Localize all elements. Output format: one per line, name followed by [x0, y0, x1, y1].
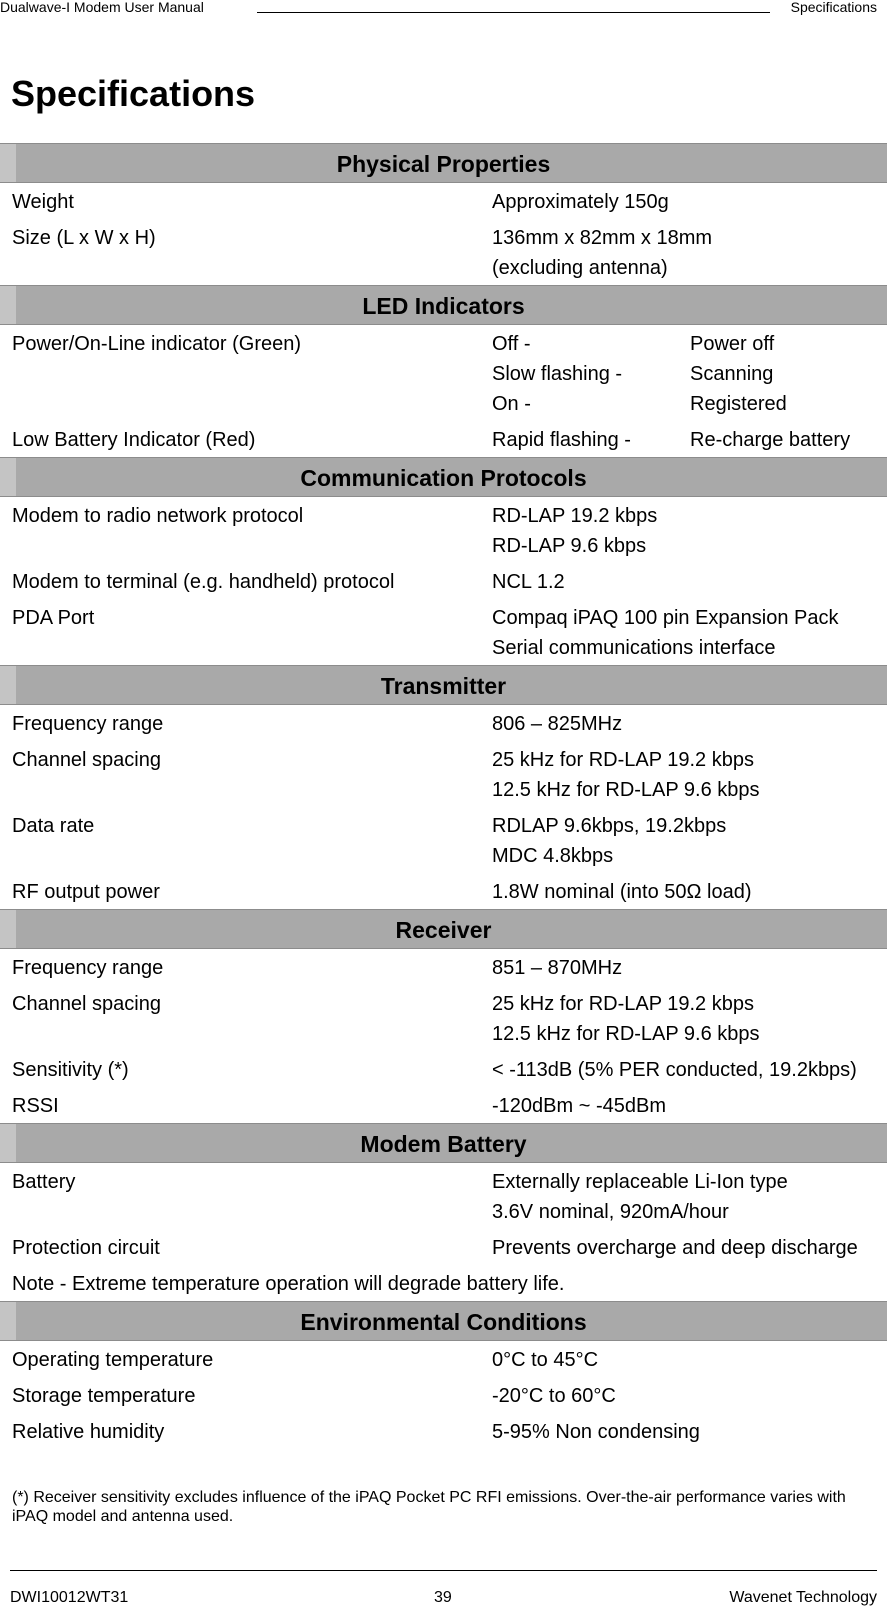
section-title: Physical Properties: [336, 151, 551, 177]
spec-row: [0, 1341, 887, 1377]
section-title: Modem Battery: [360, 1131, 527, 1157]
spec-row: [0, 563, 887, 599]
spec-values: [492, 989, 887, 1049]
section-note: Note - Extreme temperature operation will degrade battery life.: [12, 1273, 565, 1295]
spec-value: 806 – 825MHz: [492, 713, 623, 735]
indicator-states: [492, 425, 690, 455]
spec-row: [0, 1413, 887, 1449]
spec-row: [0, 949, 887, 985]
page-footer: [10, 1570, 877, 1605]
spec-label: Data rate: [12, 815, 95, 837]
spec-row: [0, 1163, 887, 1229]
page-title: Specifications: [11, 73, 256, 114]
indicator-meanings: [690, 425, 850, 455]
spec-row: [0, 1051, 887, 1087]
indicator-meaning: Registered: [690, 393, 787, 415]
indicator-meanings: [690, 329, 787, 419]
spec-row: [0, 1229, 887, 1265]
section-header: [0, 285, 887, 325]
spec-label: Battery: [12, 1171, 76, 1193]
indicator-state: Slow flashing -: [492, 363, 623, 385]
spec-values: [492, 329, 887, 419]
spec-values: [492, 1417, 887, 1447]
spec-row: [0, 497, 887, 563]
spec-row: [0, 741, 887, 807]
spec-row: [0, 325, 887, 421]
header-doc-title: Dualwave-I Modem User Manual: [0, 0, 204, 15]
spec-label: PDA Port: [12, 607, 95, 629]
spec-value: MDC 4.8kbps: [492, 845, 614, 867]
spec-value: 3.6V nominal, 920mA/hour: [492, 1201, 729, 1223]
spec-row: [0, 219, 887, 285]
spec-values: [492, 811, 887, 871]
spec-values: [492, 1167, 887, 1227]
spec-value: Compaq iPAQ 100 pin Expansion Pack: [492, 607, 839, 629]
indicator-state: On -: [492, 393, 531, 415]
spec-row: [0, 421, 887, 457]
spec-value: 12.5 kHz for RD-LAP 9.6 kbps: [492, 1023, 760, 1045]
spec-values: [492, 1381, 887, 1411]
section-header: [0, 665, 887, 705]
spec-label: Modem to terminal (e.g. handheld) protocol: [12, 571, 395, 593]
spec-label: Weight: [12, 191, 74, 213]
footer-doc-id: DWI10012WT31: [10, 1589, 129, 1606]
spec-row: [0, 1087, 887, 1123]
spec-values: [492, 953, 887, 983]
spec-label: Channel spacing: [12, 749, 161, 771]
spec-values: [492, 223, 887, 283]
spec-value: NCL 1.2: [492, 571, 565, 593]
spec-value: -20°C to 60°C: [492, 1385, 616, 1407]
footer-company: Wavenet Technology: [729, 1589, 877, 1606]
spec-value: RDLAP 9.6kbps, 19.2kbps: [492, 815, 727, 837]
spec-label: Sensitivity (*): [12, 1059, 129, 1081]
spec-row: [0, 599, 887, 665]
spec-value: 0°C to 45°C: [492, 1349, 599, 1371]
page-header: [0, 0, 887, 16]
indicator-states: [492, 329, 690, 419]
section-title: LED Indicators: [362, 293, 525, 319]
section-title: Receiver: [395, 917, 492, 943]
spec-label: Power/On-Line indicator (Green): [12, 333, 302, 355]
spec-row: [0, 873, 887, 909]
spec-value: 25 kHz for RD-LAP 19.2 kbps: [492, 749, 754, 771]
spec-row: [0, 807, 887, 873]
spec-value: Externally replaceable Li-Ion type: [492, 1171, 788, 1193]
spec-row: [0, 1377, 887, 1413]
spec-values: [492, 567, 887, 597]
indicator-state: Off -: [492, 333, 531, 355]
spec-values: [492, 603, 887, 663]
indicator-meaning: Scanning: [690, 363, 774, 385]
spec-label: Operating temperature: [12, 1349, 214, 1371]
spec-row: [0, 985, 887, 1051]
spec-label: Modem to radio network protocol: [12, 505, 304, 527]
spec-label: Storage temperature: [12, 1385, 196, 1407]
spec-label: RSSI: [12, 1095, 59, 1117]
section-title: Communication Protocols: [300, 465, 587, 491]
spec-values: [492, 745, 887, 805]
spec-label: Frequency range: [12, 957, 164, 979]
spec-value: RD-LAP 9.6 kbps: [492, 535, 647, 557]
spec-value: RD-LAP 19.2 kbps: [492, 505, 658, 527]
spec-value: 5-95% Non condensing: [492, 1421, 700, 1443]
spec-values: [492, 877, 887, 907]
spec-label: Protection circuit: [12, 1237, 160, 1259]
section-header: [0, 143, 887, 183]
spec-label: RF output power: [12, 881, 160, 903]
spec-value: (excluding antenna): [492, 257, 668, 279]
spec-values: [492, 1055, 887, 1085]
indicator-state: Rapid flashing -: [492, 429, 631, 451]
spec-values: [492, 709, 887, 739]
footnote: (*) Receiver sensitivity excludes influence of the iPAQ Pocket PC RFI emissions. Over-the-air performance varies with iPAQ model and antenna used.: [12, 1489, 846, 1525]
spec-values: [492, 501, 887, 561]
spec-value: -120dBm ~ -45dBm: [492, 1095, 666, 1117]
section-header: [0, 909, 887, 949]
section-header: [0, 1301, 887, 1341]
section-header: [0, 1123, 887, 1163]
spec-value: 851 – 870MHz: [492, 957, 623, 979]
spec-value: 1.8W nominal (into 50Ω load): [492, 881, 752, 903]
spec-value: Prevents overcharge and deep discharge: [492, 1237, 858, 1259]
spec-value: Approximately 150g: [492, 191, 669, 213]
spec-label: Relative humidity: [12, 1421, 165, 1443]
footer-page-number: 39: [434, 1589, 452, 1606]
specifications-table: [0, 143, 887, 1449]
spec-row: [0, 183, 887, 219]
header-rule: [257, 12, 770, 13]
indicator-meaning: Power off: [690, 333, 775, 355]
spec-value: 25 kHz for RD-LAP 19.2 kbps: [492, 993, 754, 1015]
spec-value: 136mm x 82mm x 18mm: [492, 227, 713, 249]
spec-label: Low Battery Indicator (Red): [12, 429, 256, 451]
spec-values: [492, 187, 887, 217]
spec-row: [0, 705, 887, 741]
spec-value: Serial communications interface: [492, 637, 776, 659]
spec-label: Frequency range: [12, 713, 164, 735]
spec-label: Size (L x W x H): [12, 227, 156, 249]
section-title: Transmitter: [380, 673, 507, 699]
spec-values: [492, 1345, 887, 1375]
indicator-meaning: Re-charge battery: [690, 429, 851, 451]
spec-values: [492, 1091, 887, 1121]
spec-value: < -113dB (5% PER conducted, 19.2kbps): [492, 1059, 857, 1081]
spec-values: [492, 425, 887, 455]
section-header: [0, 457, 887, 497]
spec-values: [492, 1233, 887, 1263]
spec-value: 12.5 kHz for RD-LAP 9.6 kbps: [492, 779, 760, 801]
header-section-title: Specifications: [790, 0, 877, 15]
spec-label: Channel spacing: [12, 993, 161, 1015]
section-title: Environmental Conditions: [300, 1309, 587, 1335]
